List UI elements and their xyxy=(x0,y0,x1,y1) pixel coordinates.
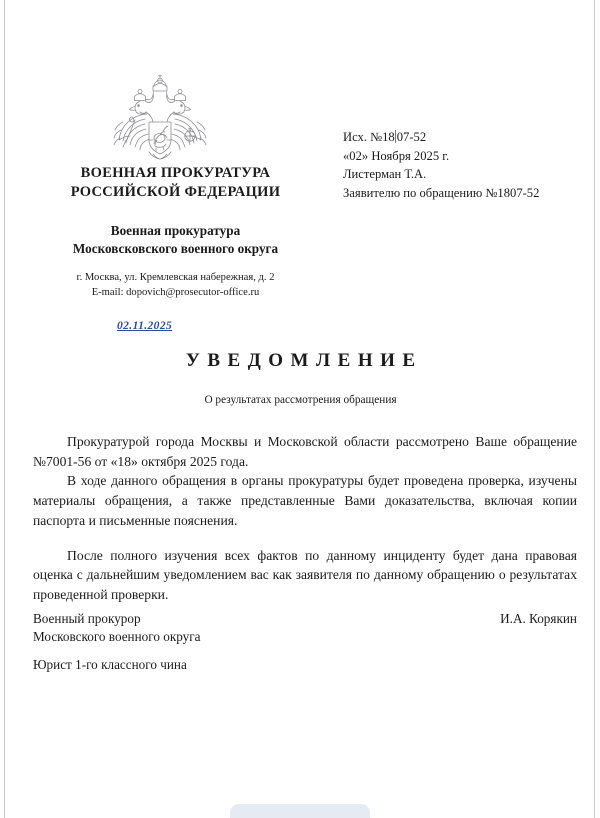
letterhead-line-2: РОССИЙСКОЙ ФЕДЕРАЦИИ xyxy=(70,184,281,200)
addressee-block[interactable] xyxy=(343,128,593,202)
outgoing-number-prefix: Исх. №18 xyxy=(343,130,395,144)
department-block xyxy=(33,222,318,258)
signature-row xyxy=(33,610,577,628)
outgoing-number-line[interactable] xyxy=(343,128,593,147)
page-subtitle: О результатах рассмотрения обращения xyxy=(204,394,397,406)
contacts-address: г. Москва, ул. Кремлевская набережная, д. 2 xyxy=(76,272,275,283)
department-line-2: Московсковского военного округа xyxy=(72,241,279,256)
letterhead xyxy=(33,164,318,202)
document-page-content xyxy=(5,0,594,818)
contacts-block xyxy=(33,270,318,300)
department-line-1: Военная прокуратура xyxy=(110,223,241,238)
signature-block xyxy=(33,610,577,674)
addressee-date: «02» Ноября 2025 г. xyxy=(343,148,450,163)
signatory-position-line-2: Московского военного округа xyxy=(33,629,201,644)
coat-of-arms-icon xyxy=(109,74,211,162)
bottom-toolbar-pill[interactable] xyxy=(230,804,370,818)
date-stamp[interactable]: 02.11.2025 xyxy=(117,320,173,332)
contacts-email: E-mail: dopovich@prosecutor-office.ru xyxy=(91,287,260,298)
body-copy[interactable] xyxy=(33,432,577,605)
outgoing-number-suffix: 07-52 xyxy=(396,130,427,144)
addressee-recipient: Листерман Т.А. xyxy=(343,167,427,181)
body-paragraph: После полного изучения всех фактов по данному инциденту будет дана правовая оценка с дальнейшим уведомлением вас как заявителя по данному обращению о результатах проведенной проверки. xyxy=(33,547,577,602)
addressee-reference: Заявителю по обращению №1807-52 xyxy=(343,185,540,200)
letterhead-line-1: ВОЕННАЯ ПРОКУРАТУРА xyxy=(80,165,271,181)
signatory-position-line-1: Военный прокурор xyxy=(33,611,141,626)
body-paragraph: Прокуратурой города Москвы и Московской области рассмотрено Ваше обращение №7001-56 от «18» октября 2025 года. xyxy=(33,434,577,469)
document-page xyxy=(4,0,595,818)
signatory-name: И.А. Корякин xyxy=(500,611,577,626)
body-paragraph: В ходе данного обращения в органы прокуратуры будет проведена проверка, изучены материалы обращения, а также представленные Вами доказательства, включая копии паспорта и письменные пояснения. xyxy=(33,473,577,528)
signatory-rank: Юрист 1-го классного чина xyxy=(33,657,187,672)
page-title: УВЕДОМЛЕНИЕ xyxy=(185,350,423,371)
